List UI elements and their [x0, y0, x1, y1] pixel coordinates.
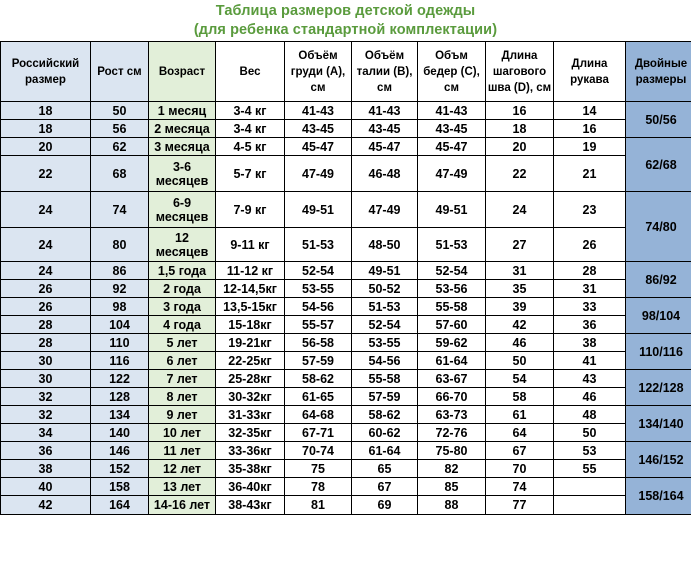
- cell-chest: 45-47: [285, 138, 352, 156]
- cell-chest: 78: [285, 478, 352, 496]
- table-row: [1, 442, 691, 460]
- cell-waist: 41-43: [352, 102, 418, 120]
- cell-waist: 50-52: [352, 280, 418, 298]
- cell-hips: 52-54: [418, 262, 486, 280]
- cell-height: 74: [91, 192, 149, 228]
- table-row: [1, 138, 691, 156]
- table-row: [1, 316, 691, 334]
- cell-weight: 12-14,5кг: [216, 280, 285, 298]
- cell-waist: 51-53: [352, 298, 418, 316]
- cell-hips: 88: [418, 496, 486, 515]
- cell-inseam: 16: [486, 102, 554, 120]
- cell-ru-size: 40: [1, 478, 91, 496]
- cell-waist: 58-62: [352, 406, 418, 424]
- cell-age: 6 лет: [149, 352, 216, 370]
- cell-double-size: 122/128: [626, 370, 691, 406]
- cell-inseam: 20: [486, 138, 554, 156]
- cell-waist: 49-51: [352, 262, 418, 280]
- cell-waist: 46-48: [352, 156, 418, 192]
- header-ru-size: Российский размер: [1, 42, 91, 102]
- table-row: [1, 102, 691, 120]
- cell-chest: 53-55: [285, 280, 352, 298]
- cell-chest: 81: [285, 496, 352, 515]
- cell-weight: 5-7 кг: [216, 156, 285, 192]
- cell-age: 10 лет: [149, 424, 216, 442]
- cell-weight: 33-36кг: [216, 442, 285, 460]
- header-chest: Объём груди (А), см: [285, 42, 352, 102]
- cell-age: 2 года: [149, 280, 216, 298]
- cell-sleeve: 19: [554, 138, 626, 156]
- cell-sleeve: 31: [554, 280, 626, 298]
- cell-ru-size: 22: [1, 156, 91, 192]
- cell-hips: 82: [418, 460, 486, 478]
- cell-ru-size: 32: [1, 388, 91, 406]
- cell-weight: 13,5-15кг: [216, 298, 285, 316]
- cell-waist: 65: [352, 460, 418, 478]
- cell-hips: 72-76: [418, 424, 486, 442]
- table-row: [1, 334, 691, 352]
- cell-height: 122: [91, 370, 149, 388]
- cell-height: 152: [91, 460, 149, 478]
- cell-inseam: 70: [486, 460, 554, 478]
- cell-weight: 25-28кг: [216, 370, 285, 388]
- cell-double-size: 158/164: [626, 478, 691, 515]
- cell-height: 98: [91, 298, 149, 316]
- cell-chest: 54-56: [285, 298, 352, 316]
- cell-weight: 22-25кг: [216, 352, 285, 370]
- cell-age: 5 лет: [149, 334, 216, 352]
- cell-weight: 38-43кг: [216, 496, 285, 515]
- table-row: [1, 388, 691, 406]
- cell-sleeve: 46: [554, 388, 626, 406]
- cell-weight: 36-40кг: [216, 478, 285, 496]
- header-hips: Объм бедер (С), см: [418, 42, 486, 102]
- cell-age: 12 месяцев: [149, 228, 216, 262]
- cell-chest: 64-68: [285, 406, 352, 424]
- cell-ru-size: 26: [1, 280, 91, 298]
- cell-ru-size: 38: [1, 460, 91, 478]
- cell-weight: 3-4 кг: [216, 102, 285, 120]
- cell-age: 3 месяца: [149, 138, 216, 156]
- cell-waist: 67: [352, 478, 418, 496]
- table-row: [1, 298, 691, 316]
- table-row: [1, 156, 691, 192]
- cell-waist: 55-58: [352, 370, 418, 388]
- cell-hips: 61-64: [418, 352, 486, 370]
- cell-ru-size: 24: [1, 192, 91, 228]
- cell-waist: 53-55: [352, 334, 418, 352]
- cell-age: 12 лет: [149, 460, 216, 478]
- cell-inseam: 35: [486, 280, 554, 298]
- cell-chest: 56-58: [285, 334, 352, 352]
- cell-age: 7 лет: [149, 370, 216, 388]
- cell-waist: 57-59: [352, 388, 418, 406]
- table-row: [1, 192, 691, 228]
- cell-weight: 3-4 кг: [216, 120, 285, 138]
- cell-hips: 51-53: [418, 228, 486, 262]
- cell-height: 128: [91, 388, 149, 406]
- cell-waist: 54-56: [352, 352, 418, 370]
- cell-age: 4 года: [149, 316, 216, 334]
- cell-height: 62: [91, 138, 149, 156]
- table-row: [1, 370, 691, 388]
- cell-sleeve: 28: [554, 262, 626, 280]
- table-row: [1, 424, 691, 442]
- cell-sleeve: 23: [554, 192, 626, 228]
- cell-chest: 43-45: [285, 120, 352, 138]
- cell-hips: 66-70: [418, 388, 486, 406]
- cell-height: 134: [91, 406, 149, 424]
- cell-ru-size: 28: [1, 334, 91, 352]
- cell-inseam: 61: [486, 406, 554, 424]
- cell-sleeve: [554, 496, 626, 515]
- cell-double-size: 146/152: [626, 442, 691, 478]
- cell-hips: 41-43: [418, 102, 486, 120]
- cell-age: 14-16 лет: [149, 496, 216, 515]
- cell-weight: 35-38кг: [216, 460, 285, 478]
- table-row: [1, 496, 691, 515]
- cell-weight: 4-5 кг: [216, 138, 285, 156]
- table-row: [1, 478, 691, 496]
- cell-sleeve: 41: [554, 352, 626, 370]
- cell-hips: 85: [418, 478, 486, 496]
- cell-height: 56: [91, 120, 149, 138]
- cell-chest: 52-54: [285, 262, 352, 280]
- cell-weight: 9-11 кг: [216, 228, 285, 262]
- header-sleeve: Длина рукава: [554, 42, 626, 102]
- cell-sleeve: 36: [554, 316, 626, 334]
- cell-chest: 55-57: [285, 316, 352, 334]
- table-title: Таблица размеров детской одежды: [215, 3, 476, 19]
- table-row: [1, 352, 691, 370]
- cell-weight: 7-9 кг: [216, 192, 285, 228]
- cell-inseam: 18: [486, 120, 554, 138]
- cell-chest: 51-53: [285, 228, 352, 262]
- cell-inseam: 67: [486, 442, 554, 460]
- cell-weight: 15-18кг: [216, 316, 285, 334]
- size-table: [0, 41, 691, 515]
- cell-waist: 47-49: [352, 192, 418, 228]
- cell-ru-size: 18: [1, 102, 91, 120]
- cell-hips: 55-58: [418, 298, 486, 316]
- cell-age: 3-6 месяцев: [149, 156, 216, 192]
- cell-hips: 43-45: [418, 120, 486, 138]
- cell-age: 2 месяца: [149, 120, 216, 138]
- cell-inseam: 22: [486, 156, 554, 192]
- cell-hips: 75-80: [418, 442, 486, 460]
- cell-inseam: 46: [486, 334, 554, 352]
- cell-age: 13 лет: [149, 478, 216, 496]
- cell-inseam: 54: [486, 370, 554, 388]
- cell-ru-size: 18: [1, 120, 91, 138]
- cell-sleeve: 16: [554, 120, 626, 138]
- cell-weight: 32-35кг: [216, 424, 285, 442]
- cell-chest: 70-74: [285, 442, 352, 460]
- table-body: [1, 102, 691, 515]
- cell-chest: 47-49: [285, 156, 352, 192]
- cell-sleeve: 50: [554, 424, 626, 442]
- cell-double-size: 74/80: [626, 192, 691, 262]
- cell-hips: 59-62: [418, 334, 486, 352]
- cell-ru-size: 28: [1, 316, 91, 334]
- cell-waist: 43-45: [352, 120, 418, 138]
- table-row: [1, 228, 691, 262]
- cell-ru-size: 30: [1, 352, 91, 370]
- cell-hips: 49-51: [418, 192, 486, 228]
- table-row: [1, 460, 691, 478]
- cell-double-size: 110/116: [626, 334, 691, 370]
- cell-inseam: 42: [486, 316, 554, 334]
- cell-hips: 53-56: [418, 280, 486, 298]
- cell-inseam: 39: [486, 298, 554, 316]
- cell-height: 86: [91, 262, 149, 280]
- table-row: [1, 262, 691, 280]
- cell-inseam: 31: [486, 262, 554, 280]
- cell-hips: 45-47: [418, 138, 486, 156]
- cell-height: 164: [91, 496, 149, 515]
- cell-height: 68: [91, 156, 149, 192]
- cell-weight: 31-33кг: [216, 406, 285, 424]
- cell-sleeve: 14: [554, 102, 626, 120]
- cell-age: 9 лет: [149, 406, 216, 424]
- cell-chest: 61-65: [285, 388, 352, 406]
- cell-inseam: 77: [486, 496, 554, 515]
- cell-waist: 48-50: [352, 228, 418, 262]
- header-row: [1, 42, 691, 102]
- cell-height: 158: [91, 478, 149, 496]
- cell-age: 1 месяц: [149, 102, 216, 120]
- cell-inseam: 24: [486, 192, 554, 228]
- cell-height: 104: [91, 316, 149, 334]
- cell-double-size: 62/68: [626, 138, 691, 192]
- cell-chest: 41-43: [285, 102, 352, 120]
- cell-sleeve: 53: [554, 442, 626, 460]
- cell-chest: 75: [285, 460, 352, 478]
- table-row: [1, 406, 691, 424]
- cell-age: 6-9 месяцев: [149, 192, 216, 228]
- cell-height: 116: [91, 352, 149, 370]
- cell-height: 80: [91, 228, 149, 262]
- cell-height: 92: [91, 280, 149, 298]
- cell-hips: 57-60: [418, 316, 486, 334]
- cell-sleeve: 33: [554, 298, 626, 316]
- cell-waist: 61-64: [352, 442, 418, 460]
- cell-inseam: 50: [486, 352, 554, 370]
- cell-height: 146: [91, 442, 149, 460]
- cell-sleeve: 21: [554, 156, 626, 192]
- cell-sleeve: 38: [554, 334, 626, 352]
- cell-hips: 47-49: [418, 156, 486, 192]
- cell-sleeve: 55: [554, 460, 626, 478]
- cell-waist: 69: [352, 496, 418, 515]
- cell-hips: 63-73: [418, 406, 486, 424]
- cell-inseam: 27: [486, 228, 554, 262]
- cell-ru-size: 30: [1, 370, 91, 388]
- cell-double-size: 134/140: [626, 406, 691, 442]
- cell-height: 50: [91, 102, 149, 120]
- cell-ru-size: 24: [1, 262, 91, 280]
- cell-double-size: 86/92: [626, 262, 691, 298]
- cell-ru-size: 26: [1, 298, 91, 316]
- cell-double-size: 98/104: [626, 298, 691, 334]
- header-age: Возраст: [149, 42, 216, 102]
- cell-sleeve: 43: [554, 370, 626, 388]
- cell-waist: 45-47: [352, 138, 418, 156]
- cell-sleeve: 48: [554, 406, 626, 424]
- header-height: Рост см: [91, 42, 149, 102]
- cell-double-size: 50/56: [626, 102, 691, 138]
- cell-ru-size: 34: [1, 424, 91, 442]
- cell-height: 140: [91, 424, 149, 442]
- cell-weight: 19-21кг: [216, 334, 285, 352]
- cell-ru-size: 36: [1, 442, 91, 460]
- cell-sleeve: [554, 478, 626, 496]
- cell-chest: 49-51: [285, 192, 352, 228]
- cell-ru-size: 20: [1, 138, 91, 156]
- cell-age: 1,5 года: [149, 262, 216, 280]
- cell-age: 8 лет: [149, 388, 216, 406]
- header-waist: Объём талии (В), см: [352, 42, 418, 102]
- cell-hips: 63-67: [418, 370, 486, 388]
- header-double: Двойные размеры: [626, 42, 691, 102]
- cell-waist: 60-62: [352, 424, 418, 442]
- cell-chest: 57-59: [285, 352, 352, 370]
- cell-waist: 52-54: [352, 316, 418, 334]
- cell-weight: 11-12 кг: [216, 262, 285, 280]
- table-subtitle: (для ребенка стандартной комплектации): [193, 22, 498, 38]
- cell-inseam: 58: [486, 388, 554, 406]
- header-inseam: Длина шагового шва (D), см: [486, 42, 554, 102]
- cell-age: 11 лет: [149, 442, 216, 460]
- cell-height: 110: [91, 334, 149, 352]
- cell-age: 3 года: [149, 298, 216, 316]
- table-row: [1, 280, 691, 298]
- table-row: [1, 120, 691, 138]
- cell-ru-size: 42: [1, 496, 91, 515]
- cell-inseam: 64: [486, 424, 554, 442]
- header-weight: Вес: [216, 42, 285, 102]
- cell-sleeve: 26: [554, 228, 626, 262]
- cell-chest: 67-71: [285, 424, 352, 442]
- cell-weight: 30-32кг: [216, 388, 285, 406]
- cell-chest: 58-62: [285, 370, 352, 388]
- cell-inseam: 74: [486, 478, 554, 496]
- cell-ru-size: 32: [1, 406, 91, 424]
- cell-ru-size: 24: [1, 228, 91, 262]
